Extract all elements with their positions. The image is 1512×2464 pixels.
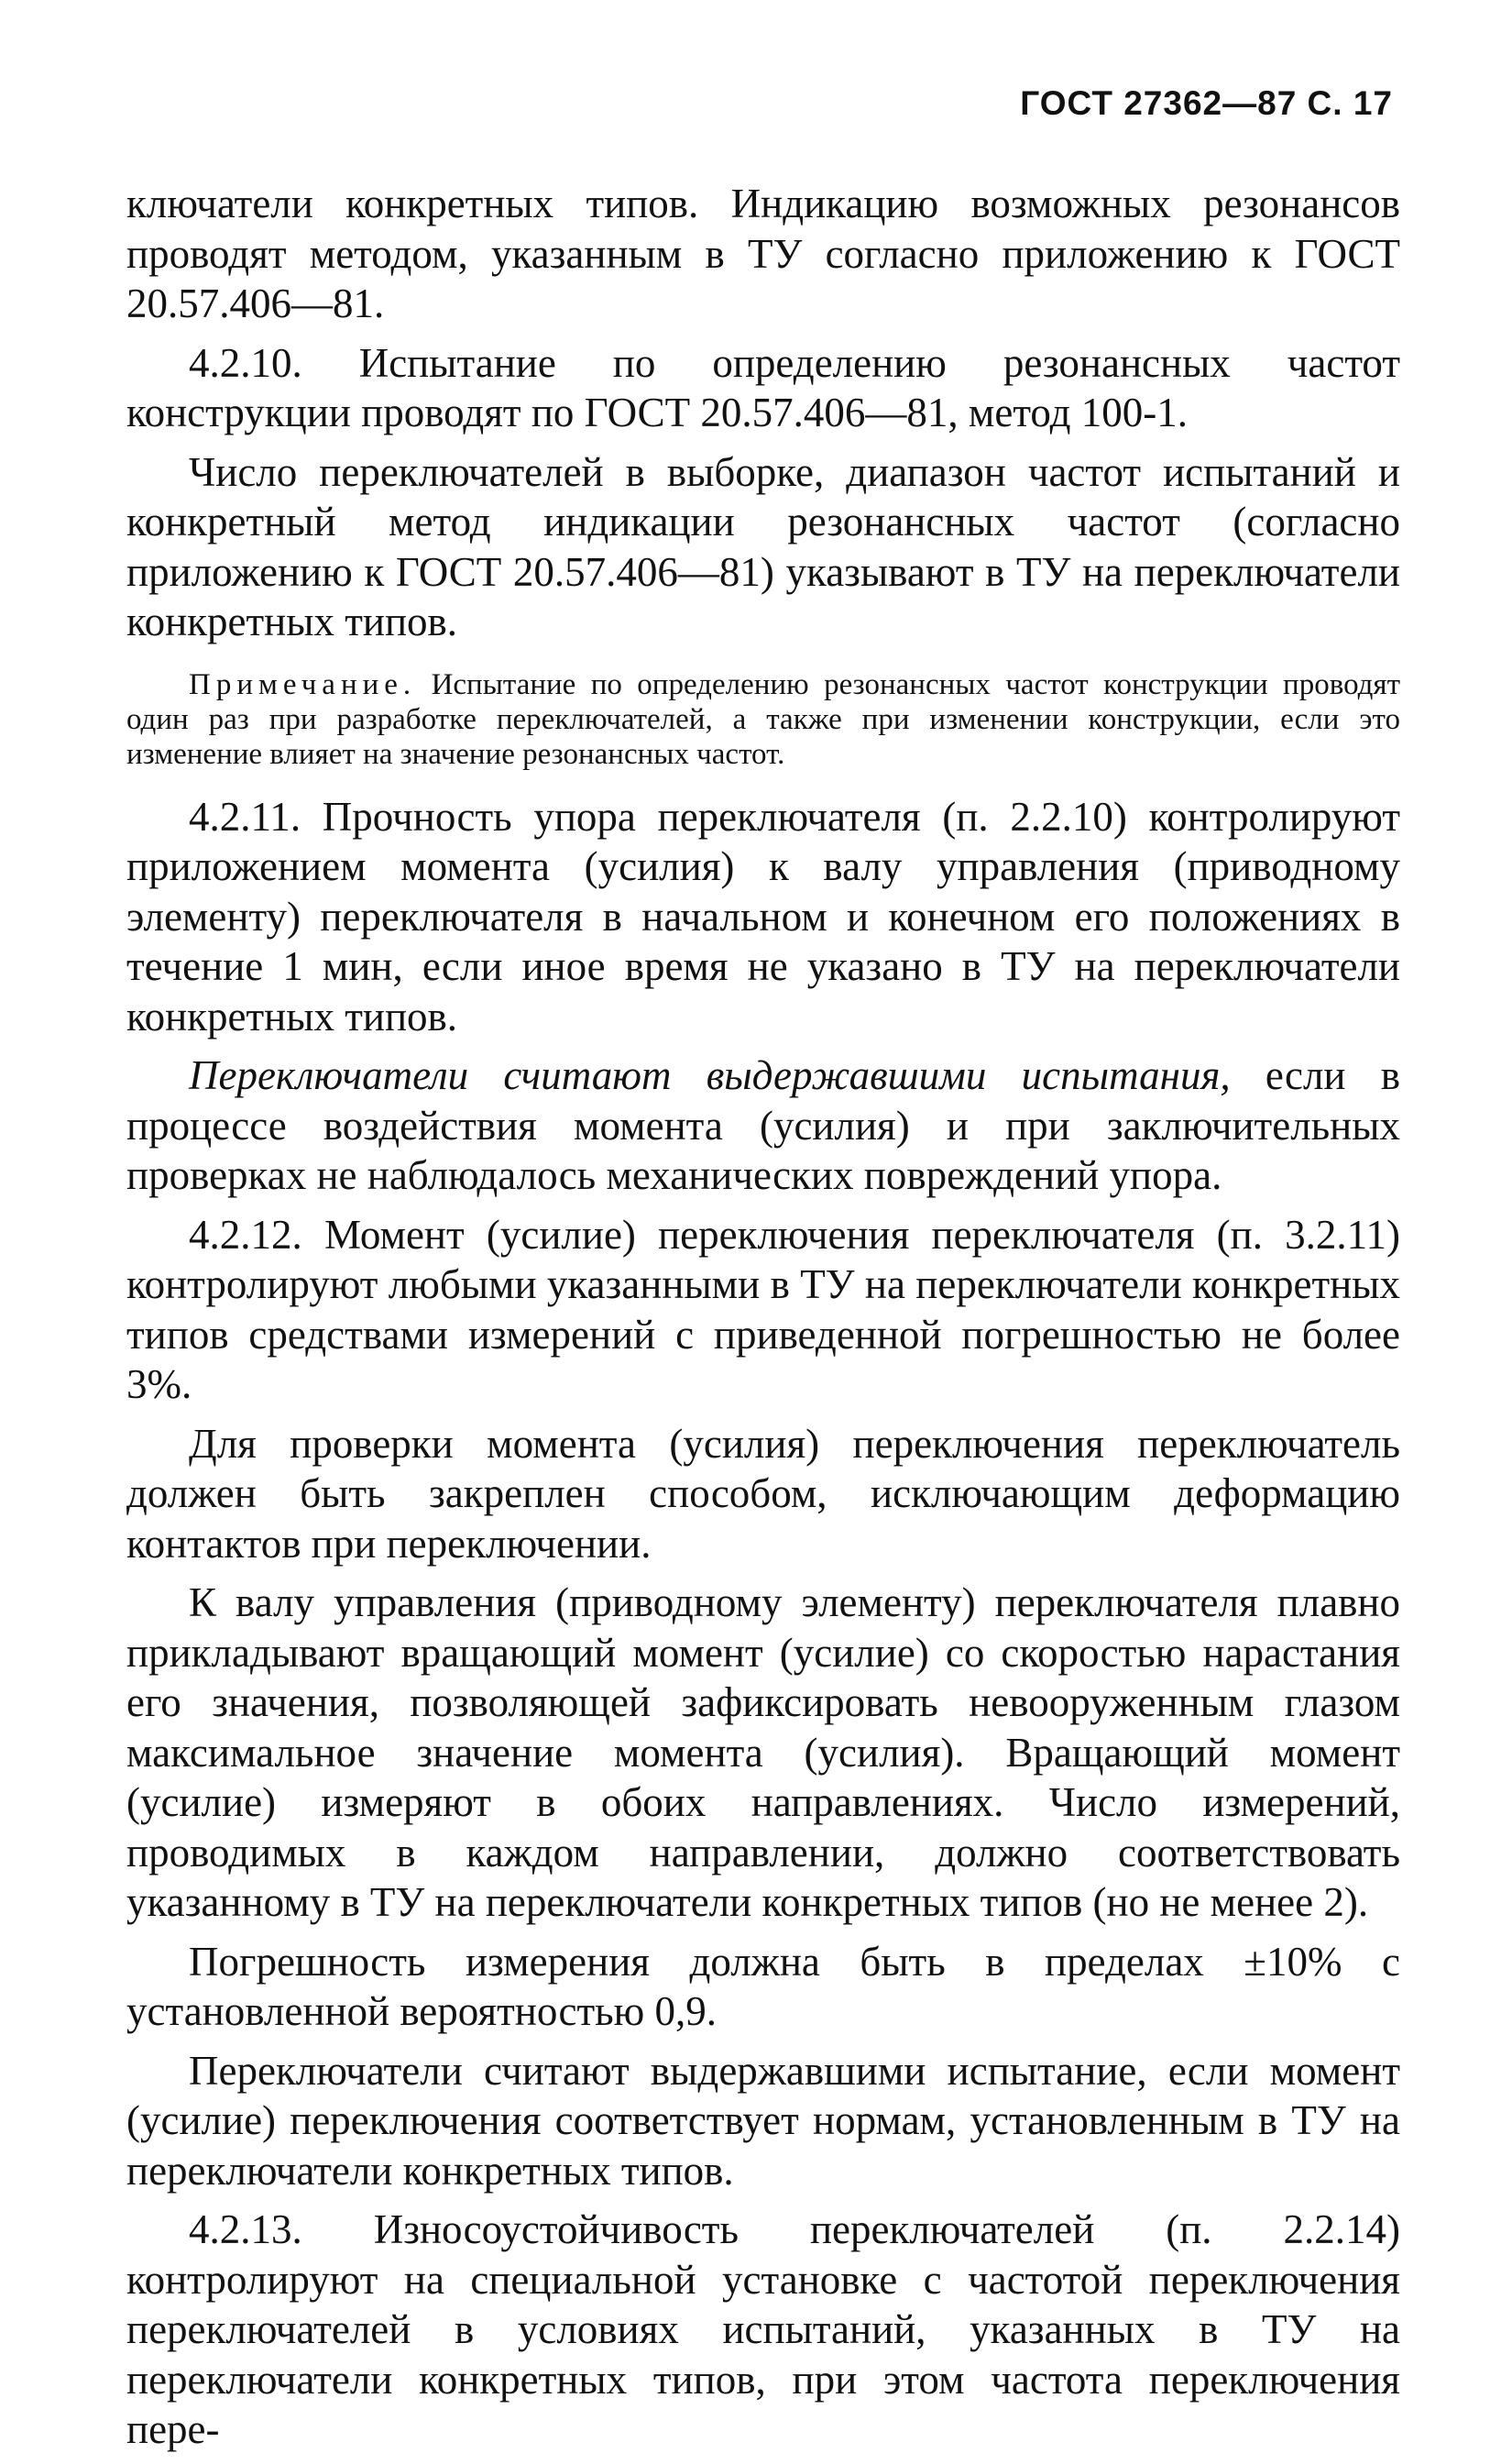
paragraph-sample-size: Число переключателей в выборке, диапазон частот испытаний и конкретный метод индикации резонансных частот (согласно приложению к ГОСТ 20.57.406—81) указывают в ТУ на переключатели конкретных типов.	[126, 448, 1400, 644]
clause-4-2-13: 4.2.13. Износоустойчивость переключателей (п. 2.2.14) контролируют на специальной установке с частотой переключения переключателей в условиях испытаний, указанных в ТУ на переключатели конкретных типов, при этом частота переключения пере-	[126, 2206, 1400, 2452]
paragraph-stop-criteria	[126, 1050, 1400, 1201]
clause-4-2-10: 4.2.10. Испытание по определению резонансных частот конструкции проводят по ГОСТ 20.57.406—81, метод 100-1.	[126, 339, 1400, 435]
paragraph-torque-application: К валу управления (приводному элементу) переключателя плавно прикладывают вращающий момент (усилие) со скоростью нарастания его значения, позволяющей зафиксировать невооруженным глазом максимальное значение момента (усилия). Вращающий момент (усилие) измеряют в обоих направлениях. Число измерений, проводимых в каждом направлении, должно соответствовать указанному в ТУ на переключатели конкретных типов (но не менее 2).	[126, 1579, 1400, 1925]
paragraph-mounting: Для проверки момента (усилия) переключения переключатель должен быть закреплен способом, исключающим деформацию контактов при переключении.	[126, 1420, 1400, 1567]
body-text	[126, 179, 1400, 2464]
paragraph-measurement-error: Погрешность измерения должна быть в пределах ±10% с установленной вероятностью 0,9.	[126, 1938, 1400, 2034]
running-header: ГОСТ 27362—87 С. 17	[1020, 84, 1393, 122]
paragraph-rest: если в процессе воздействия момента (усилия) и при заключительных проверках не наблюдалось механических повреждений упора.	[126, 1052, 1400, 1198]
clause-4-2-12: 4.2.12. Момент (усилие) переключения переключателя (п. 3.2.11) контролируют любыми указанными в ТУ на переключатели конкретных типов средствами измерений с приведенной погрешностью не более 3%.	[126, 1211, 1400, 1407]
note-label: Примечание.	[189, 667, 417, 701]
clause-4-2-11: 4.2.11. Прочность упора переключателя (п. 2.2.10) контролируют приложением момента (усилия) к валу управления (приводному элементу) переключателя в начальном и конечном его положениях в течение 1 мин, если иное время не указано в ТУ на переключатели конкретных типов.	[126, 793, 1400, 1040]
paragraph-pass-criteria: Переключатели считают выдержавшими испытание, если момент (усилие) переключения соответствует нормам, установленным в ТУ на переключатели конкретных типов.	[126, 2047, 1400, 2194]
italic-lead: Переключатели считают выдержавшими испытания,	[189, 1052, 1231, 1098]
note-text: Испытание по определению резонансных частот конструкции проводят один раз при разработке переключателей, а также при изменении конструкции, если это изменение влияет на значение резонансных частот.	[126, 667, 1401, 771]
note	[126, 667, 1400, 772]
paragraph-continuation: ключатели конкретных типов. Индикацию возможных резонансов проводят методом, указанным в ТУ согласно приложению к ГОСТ 20.57.406—81.	[126, 181, 1400, 326]
